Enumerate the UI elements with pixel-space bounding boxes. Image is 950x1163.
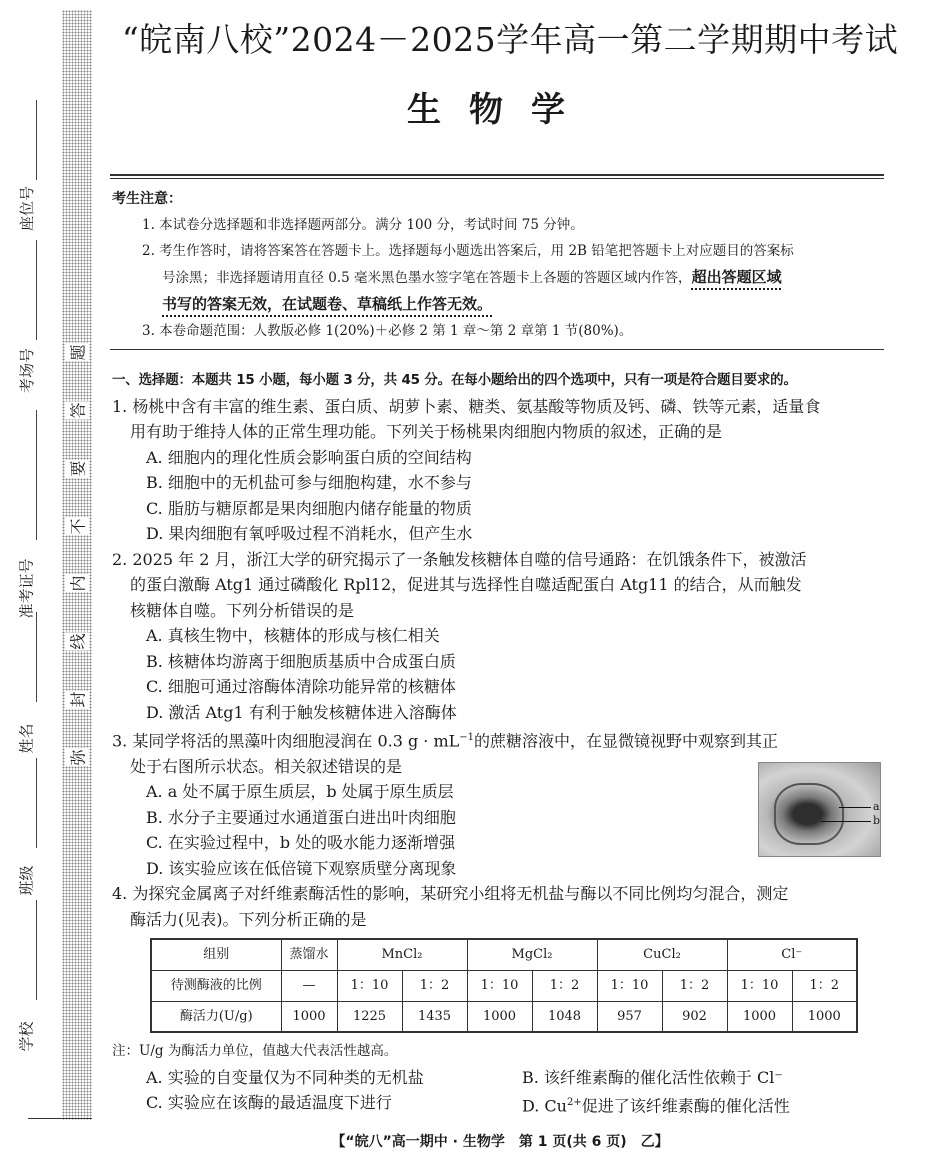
table-cell: CuCl₂ <box>597 939 727 970</box>
enzyme-activity-table <box>150 938 858 1033</box>
table-cell: — <box>281 970 337 1001</box>
table-cell: 1：2 <box>792 970 857 1001</box>
table-cell: MnCl₂ <box>337 939 467 970</box>
table-header-row <box>151 939 857 970</box>
table-row <box>151 970 857 1001</box>
table-cell: 1000 <box>467 1001 532 1032</box>
question-stem: 的蛋白激酶 Atg1 通过磷酸化 Rpl12，促进其与选择性自噬适配蛋白 Atg11 的结合，从而触发 <box>130 575 802 594</box>
label-a: a <box>873 800 880 813</box>
option-a: A. 细胞内的理化性质会影响蛋白质的空间结构 <box>146 447 472 467</box>
question-4 <box>112 881 884 1119</box>
table-cell: 1：10 <box>337 970 402 1001</box>
table-cell: 蒸馏水 <box>281 939 337 970</box>
question-stem: 用有助于维持人体的正常生理功能。下列关于杨桃果肉细胞内物质的叙述，正确的是 <box>130 422 723 441</box>
exam-room-line <box>36 240 37 340</box>
binding-margin <box>0 0 62 1163</box>
notice-item-2-line-1: 2. 考生作答时，请将答案答在答题卡上。选择题每小题选出答案后，用 2B 铅笔把答题卡上对应题目的答案标 <box>142 243 794 259</box>
label-b-line <box>821 821 871 822</box>
table-cell: 1：10 <box>727 970 792 1001</box>
table-cell: 1：10 <box>597 970 662 1001</box>
table-cell: 1048 <box>532 1001 597 1032</box>
page-footer: 【“皖八”高一期中 · 生物学 第 1 页(共 6 页) 乙】 <box>331 1134 669 1150</box>
question-stem: 核糖体自噬。下列分析错误的是 <box>130 600 355 620</box>
notice-item-1: 1. 本试卷分选择题和非选择题两部分。满分 100 分，考试时间 75 分钟。 <box>142 217 584 233</box>
table-cell: 1：2 <box>402 970 467 1001</box>
seat-number-line <box>36 100 37 180</box>
notice-item-3: 3. 本卷命题范围：人教版必修 1(20%)＋必修 2 第 1 章～第 2 章第 1 节(80%)。 <box>142 323 633 339</box>
option-c: C. 脂肪与糖原都是果肉细胞内储存能量的物质 <box>146 498 472 518</box>
option-row <box>112 1065 884 1091</box>
admission-number-label: 准考证号 <box>17 557 36 619</box>
option-b: B. 核糖体均游离于细胞质基质中合成蛋白质 <box>146 651 456 671</box>
notice-emphasis-1: 超出答题区域 <box>691 268 782 286</box>
option-c: C. 细胞可通过溶酶体清除功能异常的核糖体 <box>146 677 456 696</box>
question-stem: 2. 2025 年 2 月，浙江大学的研究揭示了一条触发核糖体自噬的信号通路：在饥饿条件下，被激活 <box>112 549 807 569</box>
table-cell: 902 <box>662 1001 727 1032</box>
notice-item-2-line-3 <box>112 291 887 318</box>
table-row <box>151 1001 857 1032</box>
candidate-notice <box>112 186 887 344</box>
table-cell: Cl⁻ <box>727 939 857 970</box>
school-label: 学校 <box>17 1020 36 1052</box>
table-cell: 957 <box>597 1001 662 1032</box>
option-b: B. 该纤维素酶的催化活性依赖于 Cl⁻ <box>522 1067 783 1087</box>
seal-text: 题 答 要 不 内 线 封 弥 <box>62 340 92 770</box>
seat-number-label: 座位号 <box>17 185 36 231</box>
name-label: 姓名 <box>17 722 36 754</box>
option-a: A. 真核生物中，核糖体的形成与核仁相关 <box>146 626 440 645</box>
question-stem: 1. 杨桃中含有丰富的维生素、蛋白质、胡萝卜素、糖类、氨基酸等物质及钙、磷、铁等元素，适量食 <box>112 396 821 416</box>
subject-title: 生物学 <box>407 90 593 130</box>
header-divider <box>110 174 884 179</box>
question-1 <box>112 394 884 547</box>
table-cell: 1：2 <box>532 970 597 1001</box>
option-c: C. 在实验过程中，b 处的吸水能力逐渐增强 <box>146 833 456 853</box>
notice-divider <box>110 349 884 350</box>
option-b: B. 水分子主要通过水通道蛋白进出叶肉细胞 <box>146 807 456 827</box>
notice-item-2-line-2: 号涂黑；非选择题请用直径 0.5 毫米黑色墨水签字笔在答题卡上各题的答题区域内作答，超出答题区域 <box>162 268 782 286</box>
notice-emphasis-2: 书写的答案无效，在试题卷、草稿纸上作答无效。 <box>162 295 493 313</box>
question-stem: 处于右图所示状态。相关叙述错误的是 <box>130 756 403 776</box>
table-cell: 1435 <box>402 1001 467 1032</box>
option-d: D. 该实验应该在低倍镜下观察质壁分离现象 <box>146 858 457 878</box>
table-note: 注：U/g 为酶活力单位，值越大代表活性越高。 <box>112 1043 398 1060</box>
margin-bottom-rule <box>28 1118 92 1119</box>
section-heading: 一、选择题：本题共 15 小题，每小题 3 分，共 45 分。在每小题给出的四个选项中，只有一项是符合题目要求的。 <box>112 372 797 388</box>
question-content <box>112 368 884 1119</box>
table-cell: 待测酶液的比例 <box>151 970 281 1001</box>
microscope-image <box>758 762 881 857</box>
question-stem: 3. 某同学将活的黑藻叶肉细胞浸润在 0.3 $g \cdot mL^{-1}$的蔗糖溶液中，在显微镜视野中观察到其正 <box>112 731 779 751</box>
table-cell: 1000 <box>281 1001 337 1032</box>
option-row <box>112 1090 884 1119</box>
label-a-line <box>839 807 871 808</box>
class-label: 班级 <box>17 864 36 896</box>
option-d: D. 果肉细胞有氧呼吸过程不消耗水，但产生水 <box>146 524 473 543</box>
table-cell: MgCl₂ <box>467 939 597 970</box>
table-cell: 1225 <box>337 1001 402 1032</box>
cell-wall-outline <box>774 783 844 845</box>
exam-title: “皖南八校”2024－2025学年高一第二学期期中考试 <box>121 20 899 59</box>
option-c: C. 实验应在该酶的最适温度下进行 <box>146 1093 392 1113</box>
exam-room-label: 考场号 <box>17 347 36 393</box>
class-line <box>36 758 37 848</box>
option-d: D. 激活 Atg1 有利于触发核糖体进入溶酶体 <box>146 702 457 722</box>
table-cell: 1000 <box>727 1001 792 1032</box>
table-cell: 1：2 <box>662 970 727 1001</box>
school-line <box>36 900 37 1000</box>
table-cell: 1：10 <box>467 970 532 1001</box>
question-stem: 4. 为探究金属离子对纤维素酶活性的影响，某研究小组将无机盐与酶以不同比例均匀混合，测定 <box>112 884 789 904</box>
name-line <box>36 612 37 702</box>
question-2 <box>112 547 884 726</box>
question-stem: 酶活力(见表)。下列分析正确的是 <box>130 909 367 929</box>
table-cell: 组别 <box>151 939 281 970</box>
label-b: b <box>873 814 881 827</box>
table-cell: 酶活力(U/g) <box>151 1001 281 1032</box>
option-a: A. 实验的自变量仅为不同种类的无机盐 <box>146 1067 424 1087</box>
admission-number-line <box>36 410 37 540</box>
table-cell: 1000 <box>792 1001 857 1032</box>
option-a: A. a 处不属于原生质层，b 处属于原生质层 <box>146 782 454 802</box>
option-b: B. 细胞中的无机盐可参与细胞构建，水不参与 <box>146 473 472 492</box>
option-d: D. $Cu^{2+}$促进了该纤维素酶的催化活性 <box>522 1096 790 1116</box>
notice-heading: 考生注意： <box>112 191 182 207</box>
